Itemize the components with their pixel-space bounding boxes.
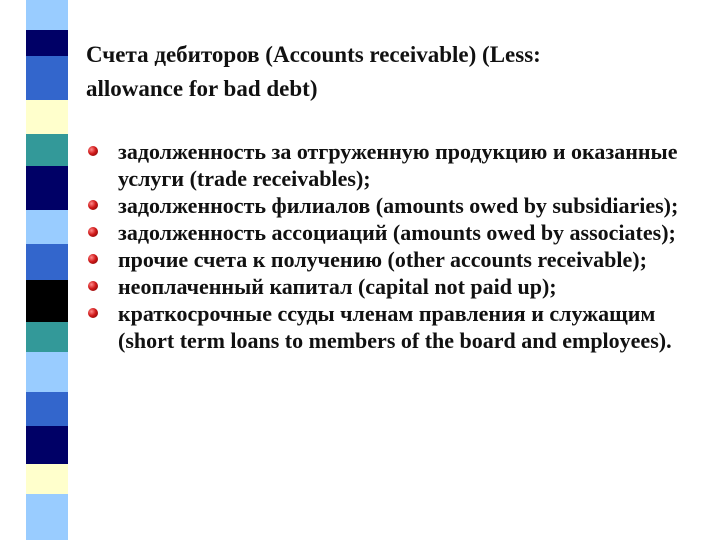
bullet-dot-icon <box>88 227 98 237</box>
bullet-dot-icon <box>88 254 98 264</box>
bar-segment <box>26 210 68 244</box>
bar-segment <box>26 134 68 166</box>
bar-segment <box>26 352 68 392</box>
bar-segment <box>26 56 68 100</box>
bar-segment <box>26 0 68 30</box>
bar-segment <box>26 280 68 322</box>
decorative-side-bar <box>26 0 68 540</box>
bar-segment <box>26 100 68 134</box>
bar-segment <box>26 30 68 56</box>
bar-segment <box>26 464 68 494</box>
bar-segment <box>26 322 68 352</box>
bullet-item-associates <box>86 219 706 246</box>
bar-segment <box>26 426 68 464</box>
bullet-dot-icon <box>88 281 98 291</box>
bullet-dot-icon <box>88 308 98 318</box>
bar-segment <box>26 244 68 280</box>
bullet-text: прочие счета к получению (other accounts receivable); <box>118 247 647 272</box>
bullet-text: неоплаченный капитал (capital not paid up); <box>118 274 557 299</box>
bullet-item-subsidiaries <box>86 192 706 219</box>
bullet-list <box>86 138 706 354</box>
slide-title-line-1: Счета дебиторов (Accounts receivable) (Less: <box>86 42 541 67</box>
bullet-text: краткосрочные ссуды членам правления и служащим (short term loans to members of the board and employees). <box>118 301 672 353</box>
bullet-item-capital-not-paid <box>86 273 706 300</box>
bullet-text: задолженность филиалов (amounts owed by subsidiaries); <box>118 193 679 218</box>
bullet-dot-icon <box>88 146 98 156</box>
bullet-item-trade-receivables <box>86 138 706 192</box>
bar-segment <box>26 166 68 210</box>
slide-title-line-2: allowance for bad debt) <box>86 76 318 101</box>
bullet-item-other-receivables <box>86 246 706 273</box>
bullet-text: задолженность за отгруженную продукцию и оказанные услуги (trade receivables); <box>118 139 678 191</box>
bar-segment <box>26 392 68 426</box>
bullet-item-short-term-loans <box>86 300 706 354</box>
bullet-dot-icon <box>88 200 98 210</box>
slide-title <box>86 38 686 106</box>
bullet-text: задолженность ассоциаций (amounts owed by associates); <box>118 220 676 245</box>
bar-segment <box>26 494 68 540</box>
